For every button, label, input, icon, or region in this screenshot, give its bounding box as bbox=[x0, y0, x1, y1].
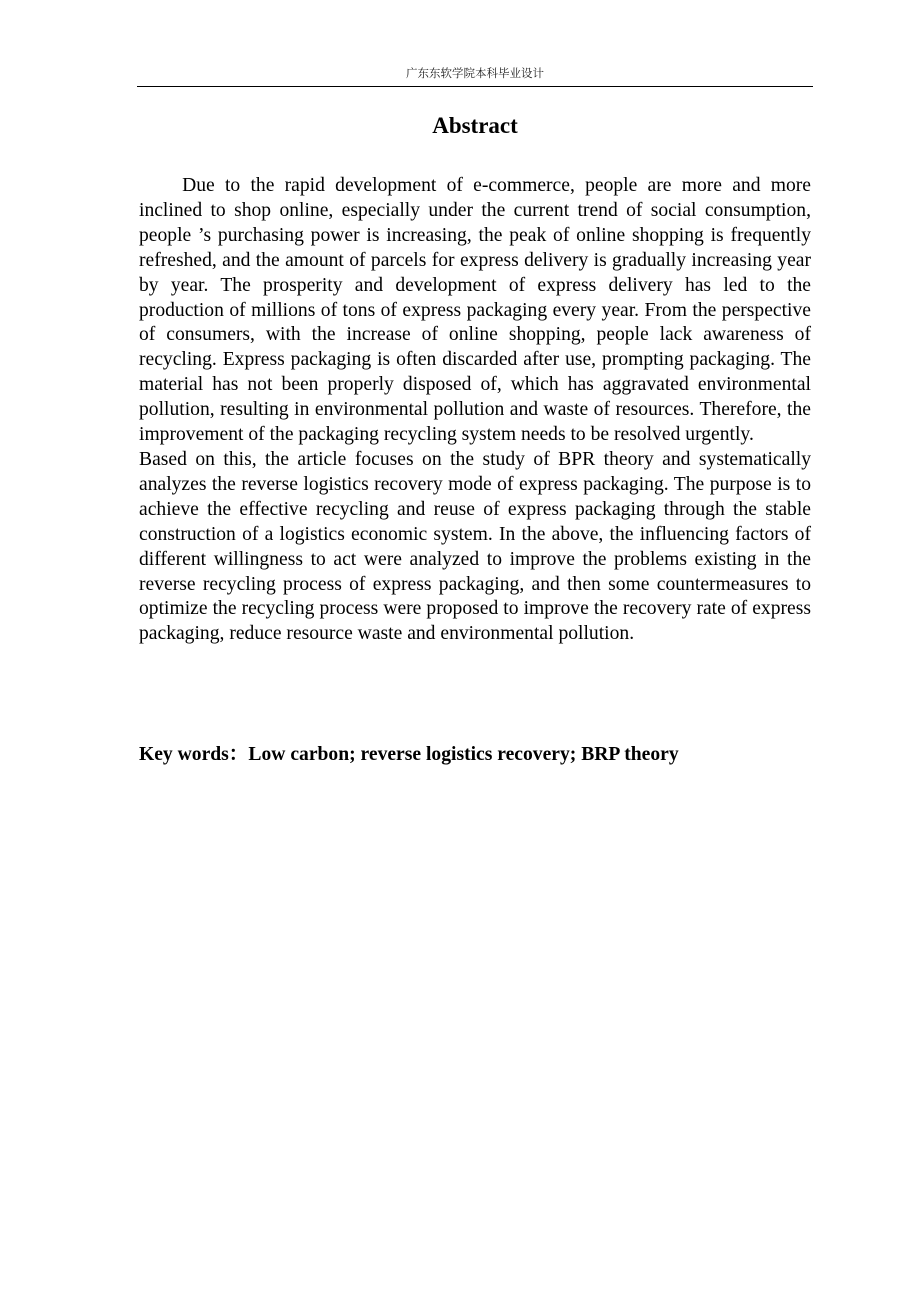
keywords-value: Low carbon; reverse logistics recovery; BRP theory bbox=[248, 744, 679, 765]
keywords-line bbox=[139, 742, 811, 768]
abstract-title: Abstract bbox=[432, 113, 518, 138]
page-header bbox=[137, 64, 813, 87]
abstract-paragraph-1: Due to the rapid development of e-commerce, people are more and more inclined to shop online, especially under the current trend of social consumption, people ’s purchasing power is increasing, the peak of online shopping is frequently refreshed, and the amount of parcels for express delivery is gradually increasing year by year. The prosperity and development of express delivery has led to the production of millions of tons of express packaging every year. From the perspective of consumers, with the increase of online shopping, people lack awareness of recycling. Express packaging is often discarded after use, prompting packaging. The material has not been properly disposed of, which has aggravated environmental pollution, resulting in environmental pollution and waste of resources. Therefore, the improvement of the packaging recycling system needs to be resolved urgently. bbox=[139, 175, 811, 446]
keywords-label: Key words： bbox=[139, 744, 249, 765]
abstract-body bbox=[139, 174, 811, 647]
abstract-paragraph-2: Based on this, the article focuses on the study of BPR theory and systematically analyzes the reverse logistics recovery mode of express packaging. The purpose is to achieve the effective recycling and reuse of express packaging through the stable construction of a logistics economic system. In the above, the influencing factors of different willingness to act were analyzed to improve the problems existing in the reverse recycling process of express packaging, and then some countermeasures to optimize the recycling process were proposed to improve the recovery rate of express packaging, reduce resource waste and environmental pollution. bbox=[139, 448, 811, 645]
institution-line: 广东东软学院本科毕业设计 bbox=[406, 66, 544, 80]
